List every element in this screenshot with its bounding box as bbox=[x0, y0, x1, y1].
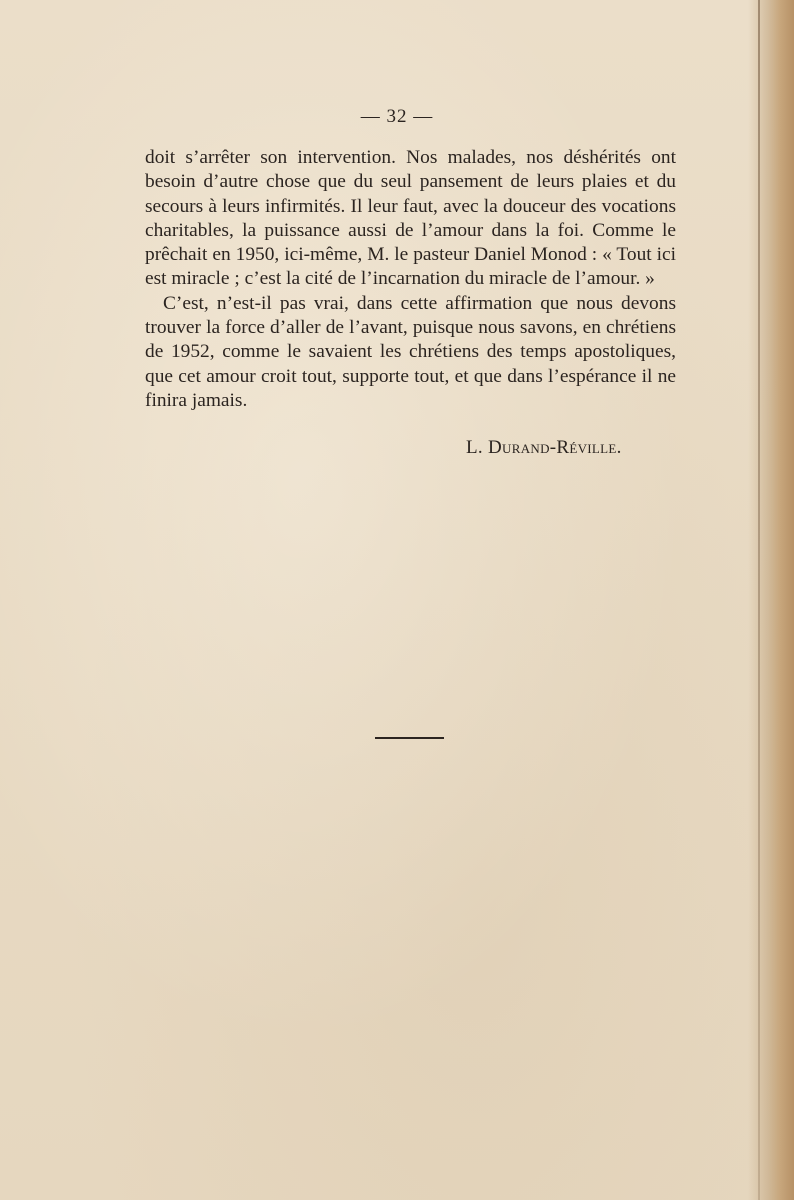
signature-initial: L. bbox=[466, 437, 483, 458]
body-text bbox=[145, 146, 676, 413]
page-edge-shadow bbox=[748, 0, 794, 1200]
page-edge-line bbox=[758, 0, 760, 1200]
end-rule-divider bbox=[375, 737, 444, 739]
paragraph-1: doit s’arrêter son intervention. Nos malades, nos déshérités ont besoin d’autre chose que du seul pansement de leurs plaies et du secours à leurs infirmités. Il leur faut, avec la douceur des vocations charitables, la puissance aussi de l’amour dans la foi. Comme le prêchait en 1950, ici-même, M. le pasteur Daniel Monod : « Tout ici est miracle ; c’est la cité de l’incarnation du miracle de l’amour. » bbox=[145, 147, 676, 290]
author-signature bbox=[466, 437, 622, 459]
signature-name: Durand-Réville. bbox=[488, 437, 622, 458]
paragraph-2: C’est, n’est-il pas vrai, dans cette affirmation que nous devons trouver la force d’aller de l’avant, puisque nous savons, en chrétiens de 1952, comme le savaient les chrétiens des temps apostoliques, que cet amour croit tout, supporte tout, et que dans l’espérance il ne finira jamais. bbox=[145, 292, 676, 411]
page-number: — 32 — bbox=[360, 106, 434, 127]
